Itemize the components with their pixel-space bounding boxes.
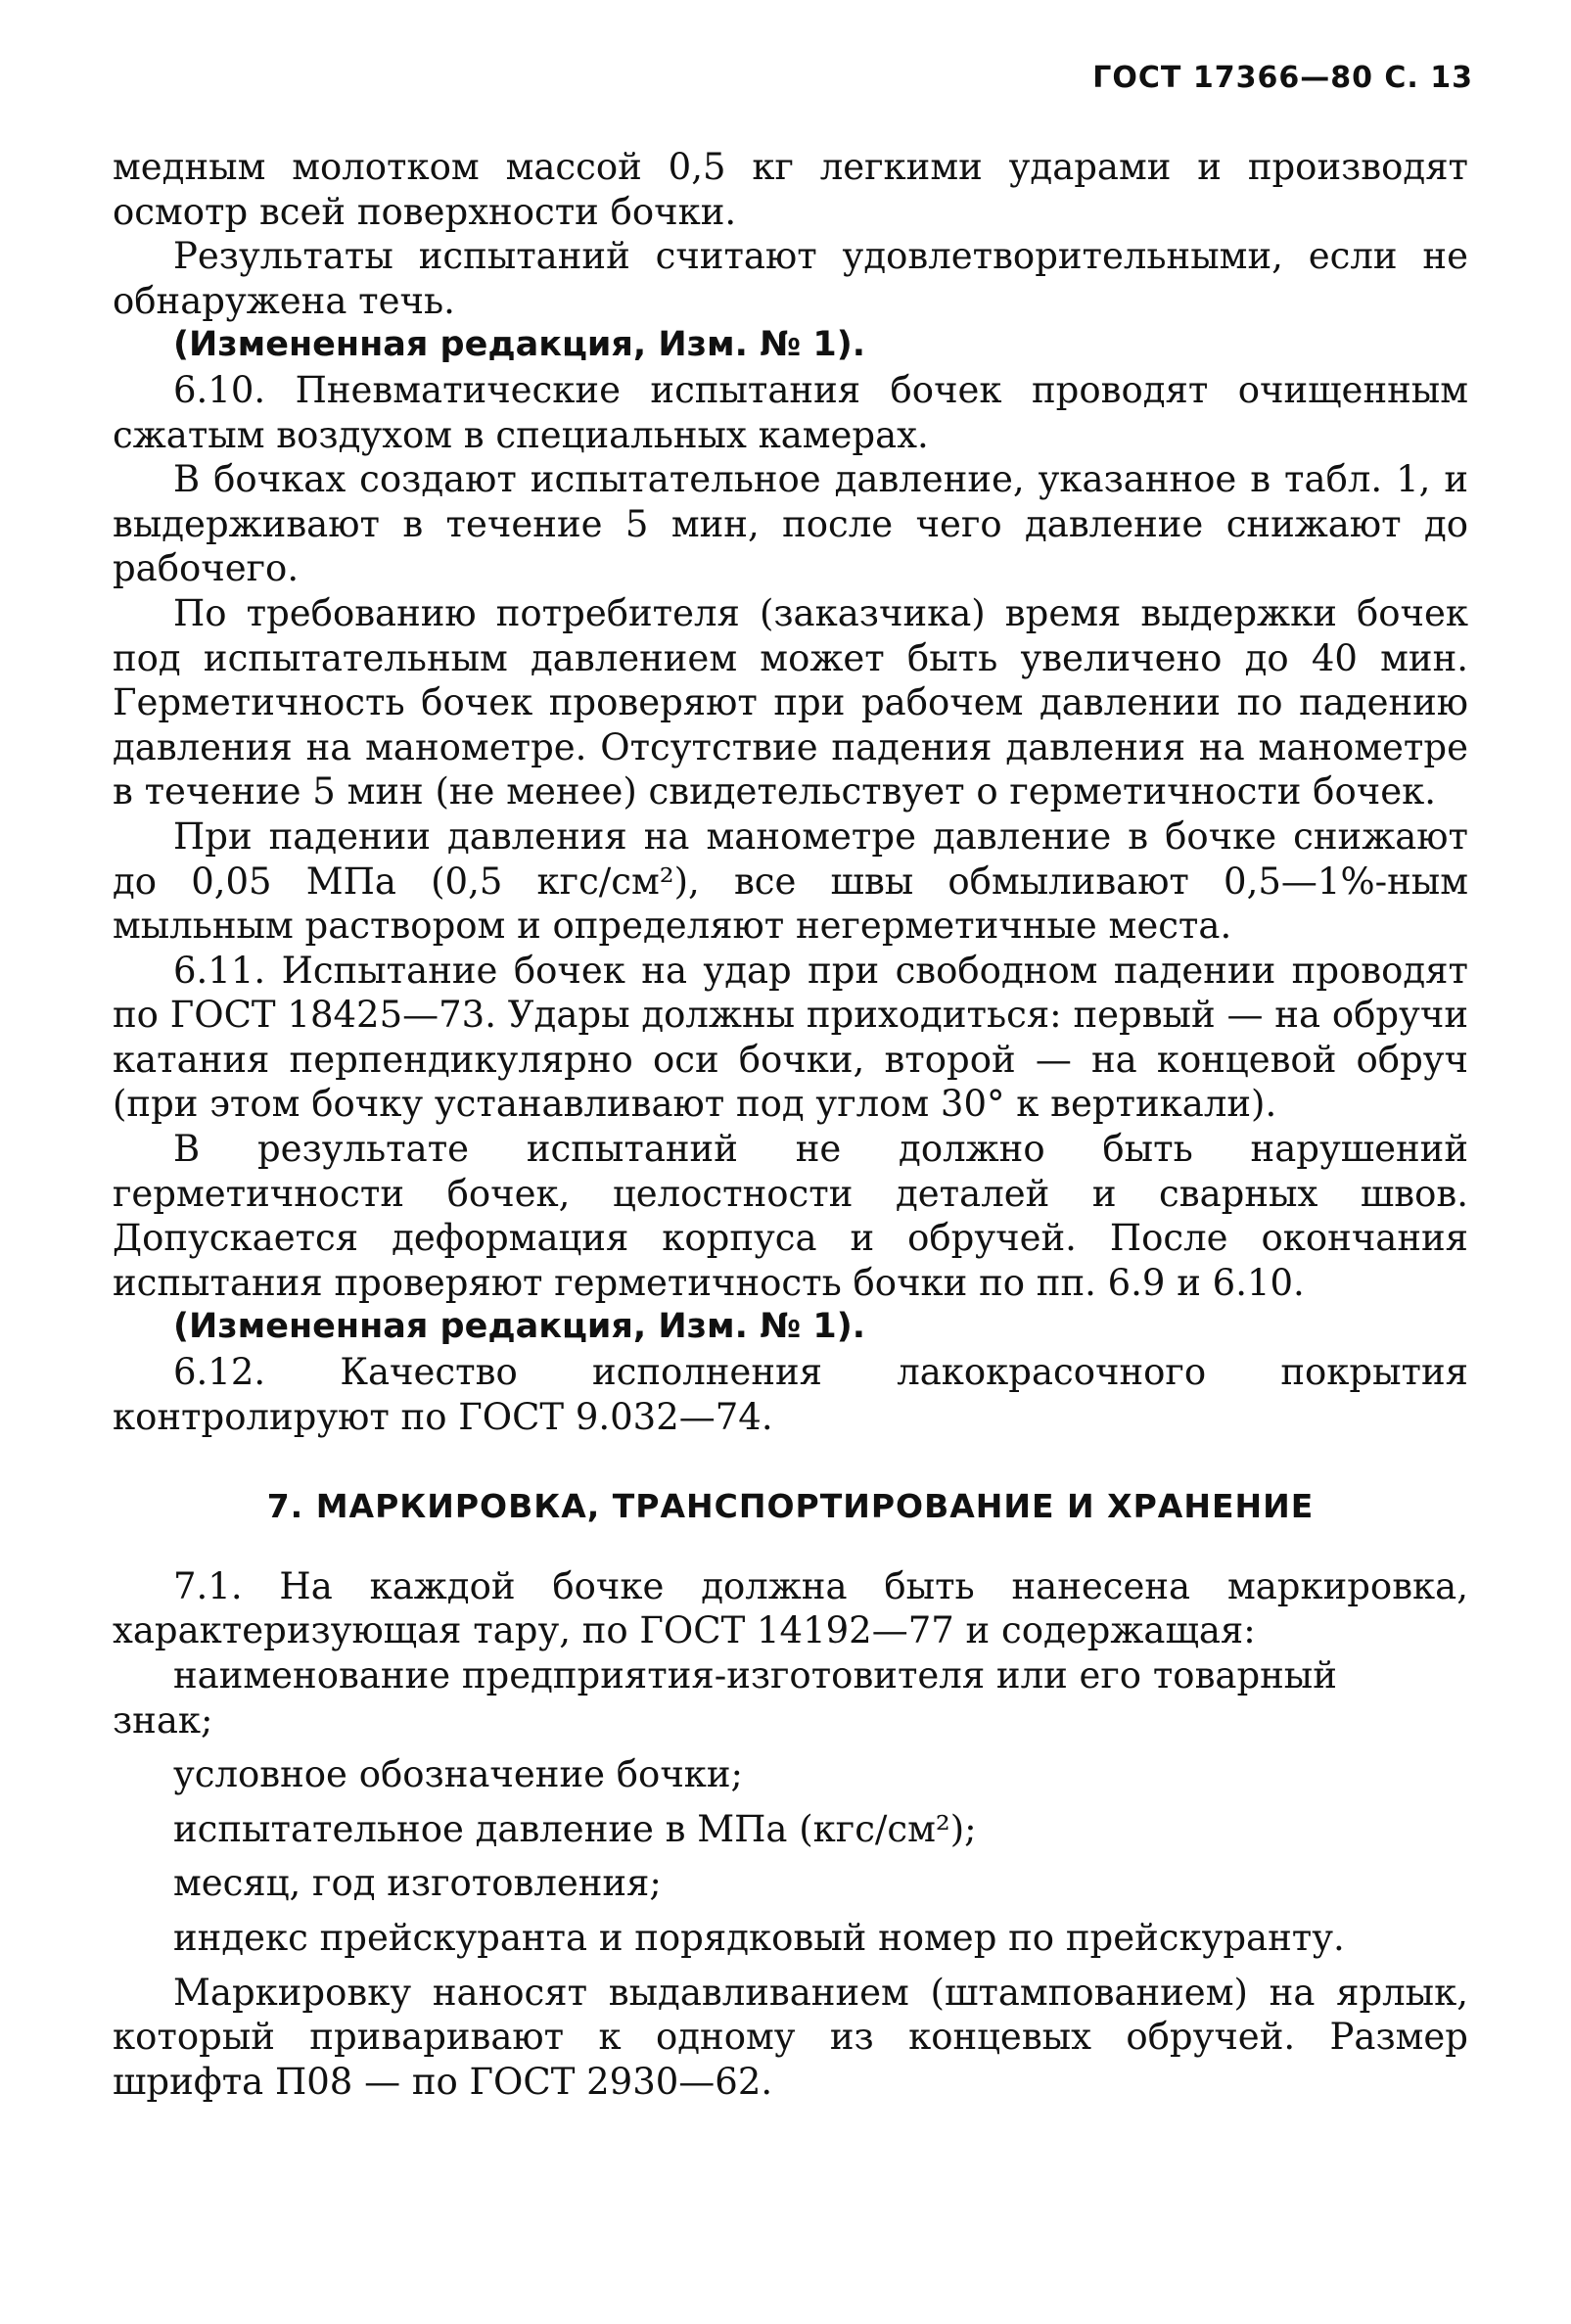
paragraph: медным молотком массой 0,5 кг легкими ударами и производят осмотр всей поверхности бочки. [113,146,1468,233]
list-item: месяц, год изготовления; [173,1862,662,1905]
page-header: ГОСТ 17366—80 С. 13 [1092,61,1473,95]
paragraph: 6.12. Качество исполнения лакокрасочного покрытия контролируют по ГОСТ 9.032—74. [113,1351,1468,1438]
paragraph: В бочках создают испытательное давление, указанное в табл. 1, и выдерживают в течение 5 мин, после чего давление снижают до рабочего. [113,458,1468,590]
paragraph: 6.10. Пневматические испытания бочек проводят очищенным сжатым воздухом в специальных камерах. [113,368,1468,456]
amendment-note: (Измененная редакция, Изм. № 1). [173,1307,866,1347]
paragraph: В результате испытаний не должно быть нарушений герметичности бочек, целостности деталей и сварных швов. Допускается деформация корпуса и обручей. После окончания испытания проверяют герметичность бочки по пп. 6.9 и 6.10. [113,1128,1468,1304]
paragraph: 6.11. Испытание бочек на удар при свободном падении проводят по ГОСТ 18425—73. Удары должны приходиться: первый — на обручи катания перпендикулярно оси бочки, второй — на концевой обруч (при этом бочку устанавливают под углом 30° к вертикали). [113,949,1468,1126]
document-body [113,145,1468,2104]
list-item: условное обозначение бочки; [173,1753,744,1796]
section-title: 7. МАРКИРОВКА, ТРАНСПОРТИРОВАНИЕ И ХРАНЕНИЕ [266,1487,1315,1526]
list-item: наименование предприятия-изготовителя или его товарный [173,1654,1337,1697]
paragraph: При падении давления на манометре давление в бочке снижают до 0,05 МПа (0,5 кгс/см²), все швы обмыливают 0,5—1%-ным мыльным раствором и определяют негерметичные места. [113,814,1468,948]
list-item-continuation: знак; [113,1698,213,1742]
list-item: индекс прейскуранта и порядковый номер по прейскуранту. [173,1916,1345,1959]
paragraph: Результаты испытаний считают удовлетворительными, если не обнаружена течь. [113,235,1468,322]
paragraph: По требованию потребителя (заказчика) время выдержки бочек под испытательным давлением может быть увеличено до 40 мин. Герметичность бочек проверяют при рабочем давлении по падению давления на манометре. Отсутствие падения давления на манометре в течение 5 мин (не менее) свидетельствует о герметичности бочек. [113,591,1468,813]
list-item: испытательное давление в МПа (кгс/см²); [173,1807,977,1850]
amendment-note: (Измененная редакция, Изм. № 1). [173,325,866,365]
paragraph: 7.1. На каждой бочке должна быть нанесена маркировка, характеризующая тару, по ГОСТ 14192—77 и содержащая: [113,1564,1468,1652]
paragraph: Маркировку наносят выдавливанием (штампованием) на ярлык, который приваривают к одному из концевых обручей. Размер шрифта П08 — по ГОСТ 2930—62. [113,1971,1468,2103]
